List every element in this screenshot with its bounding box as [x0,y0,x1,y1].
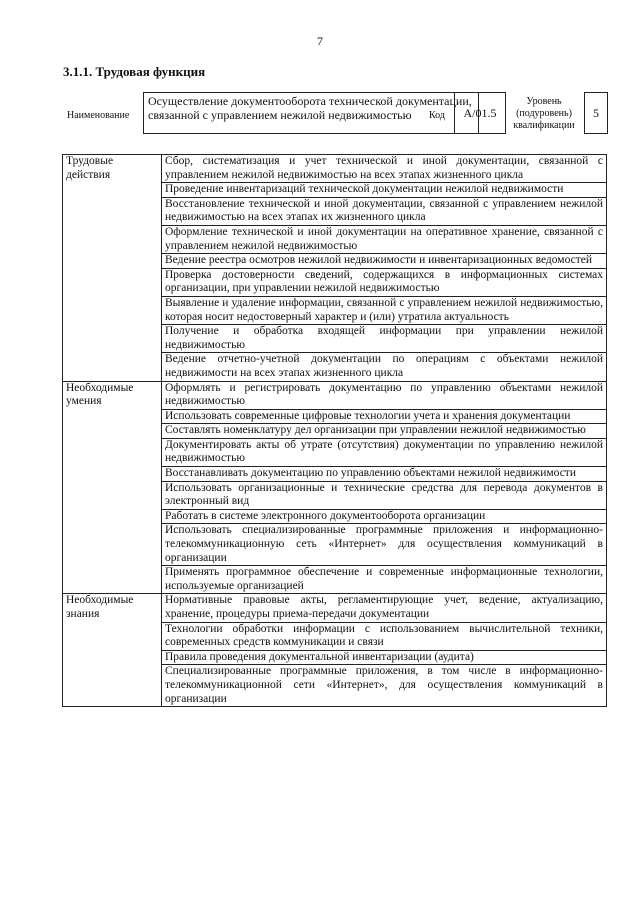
table-cell: Применять программное обеспечение и современные информационные технологии, используемые организацией [162,566,607,594]
table-cell: Ведение отчетно-учетной документации по операциям с объектами нежилой недвижимости на всех этапах жизненного цикла [162,353,607,381]
table-cell: Нормативные правовые акты, регламентирующие учет, ведение, актуализацию, хранение, процедуры приема-передачи документации [162,594,607,622]
code-label: Код [429,110,445,121]
section-label-actions: Трудовые действия [63,155,162,382]
section-label-skills: Необходимые умения [63,381,162,594]
table-cell: Оформлять и регистрировать документацию по управлению объектами нежилой недвижимостью [162,381,607,409]
name-label: Наименование [67,110,130,121]
table-cell: Выявление и удаление информации, связанной с управлением нежилой недвижимостью, которая носит недостоверный характер и (или) утратила актуальность [162,296,607,324]
table-cell: Использовать специализированные программные приложения и информационно-телекоммуникационную сеть «Интернет» для осуществления коммуникаций в организации [162,524,607,566]
table-cell: Технологии обработки информации с использованием вычислительной техники, современных средств коммуникации и связи [162,622,607,650]
table-cell: Специализированные программные приложения, в том числе в информационно-телекоммуникационной сети «Интернет», для осуществления коммуникаций в организации [162,665,607,707]
table-cell: Получение и обработка входящей информации при управлении нежилой недвижимостью [162,325,607,353]
table-cell: Оформление технической и иной документации на оперативное хранение, связанной с управлением нежилой недвижимостью [162,225,607,253]
table-cell: Работать в системе электронного документооборота организации [162,509,607,524]
table-cell: Проведение инвентаризаций технической документации нежилой недвижимости [162,183,607,198]
table-cell: Использовать современные цифровые технологии учета и хранения документации [162,409,607,424]
labor-function-table [62,154,607,707]
table-cell: Правила проведения документальной инвентаризации (аудита) [162,650,607,665]
section-title: 3.1.1. Трудовая функция [63,64,206,79]
table-cell: Сбор, систематизация и учет технической и иной документации, связанной с управлением нежилой недвижимостью на всех этапах жизненного цикла [162,155,607,183]
code-value: A/01.5 [454,92,506,134]
table-cell: Документировать акты об утрате (отсутствия) документации по управлению нежилой недвижимостью [162,438,607,466]
page-number: 7 [317,34,323,48]
level-label: Уровень (подуровень) квалификации [513,96,575,131]
table-cell: Ведение реестра осмотров нежилой недвижимости и инвентаризационных ведомостей [162,254,607,269]
table-cell: Составлять номенклатуру дел организации при управлении нежилой недвижимостью [162,424,607,439]
section-label-knowledge: Необходимые знания [63,594,162,707]
name-value: Осуществление документооборота технической документации, связанной с управлением нежилой недвижимостью [143,92,479,134]
table-row [63,381,607,409]
table-cell: Использовать организационные и технические средства для перевода документов в электронный вид [162,481,607,509]
function-header [63,92,623,136]
table-cell: Восстанавливать документацию по управлению объектами нежилой недвижимости [162,467,607,482]
table-row [63,155,607,183]
table-cell: Восстановление технической и иной документации, связанной с управлением нежилой недвижимостью на всех этапах их жизненного цикла [162,197,607,225]
level-value: 5 [584,92,608,134]
table-row [63,594,607,622]
table-cell: Проверка достоверности сведений, содержащихся в информационных системах организации, при управлении нежилой недвижимостью [162,268,607,296]
